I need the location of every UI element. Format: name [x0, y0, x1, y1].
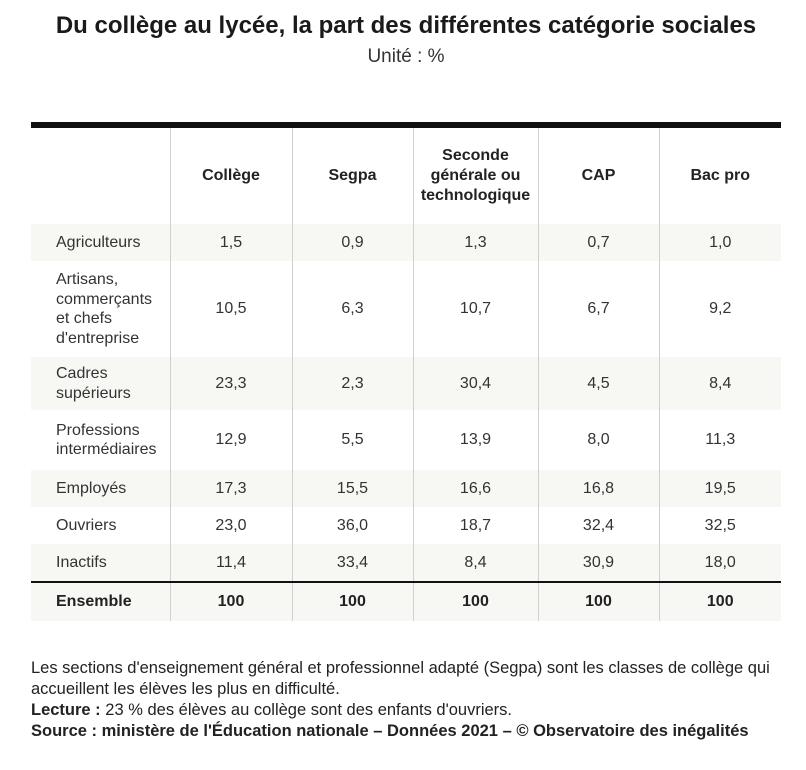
- table-cell: 18,7: [413, 507, 538, 544]
- row-label: Inactifs: [31, 544, 170, 582]
- lecture-text: 23 % des élèves au collège sont des enfants d'ouvriers.: [100, 701, 513, 719]
- table-row: [31, 261, 781, 357]
- total-cell: 100: [413, 582, 538, 621]
- row-label: Agriculteurs: [31, 224, 170, 261]
- table-row: [31, 224, 781, 261]
- table-row: [31, 507, 781, 544]
- table-cell: 19,5: [659, 470, 781, 507]
- table-cell: 32,5: [659, 507, 781, 544]
- table-cell: 33,4: [292, 544, 413, 582]
- description-note: Les sections d'enseignement général et professionnel adapté (Segpa) sont les classes de collège qui accueillent les élèves les plus en difficulté.: [31, 659, 770, 698]
- row-label: Artisans, commerçants et chefs d'entreprise: [56, 271, 153, 347]
- column-header-segpa: Segpa: [292, 125, 413, 224]
- table-cell: 10,7: [413, 261, 538, 357]
- table-cell: 13,9: [413, 410, 538, 470]
- table-cell: 18,0: [659, 544, 781, 582]
- table-cell: 1,3: [413, 224, 538, 261]
- total-row: [31, 582, 781, 621]
- table-row: [31, 470, 781, 507]
- table-header-row: [31, 125, 781, 224]
- table-row: [31, 544, 781, 582]
- table-cell: 8,0: [538, 410, 659, 470]
- notes: [31, 658, 781, 742]
- table-cell: 16,6: [413, 470, 538, 507]
- table-cell: 12,9: [170, 410, 292, 470]
- total-cell: 100: [538, 582, 659, 621]
- table-cell: 36,0: [292, 507, 413, 544]
- table-cell: 9,2: [659, 261, 781, 357]
- row-label: Professions intermédiaires: [56, 421, 157, 458]
- table-cell: 5,5: [292, 410, 413, 470]
- table-cell: 23,0: [170, 507, 292, 544]
- table-row: [31, 357, 781, 410]
- total-cell: 100: [170, 582, 292, 621]
- table-cell: 23,3: [170, 357, 292, 410]
- column-header-bac-pro: Bac pro: [659, 125, 781, 224]
- table-row: [31, 410, 781, 470]
- total-cell: 100: [659, 582, 781, 621]
- column-header-college: Collège: [170, 125, 292, 224]
- table-cell: 1,0: [659, 224, 781, 261]
- total-cell: 100: [292, 582, 413, 621]
- table-cell: 11,4: [170, 544, 292, 582]
- table-cell: 8,4: [659, 357, 781, 410]
- table-cell: 0,9: [292, 224, 413, 261]
- column-header-cap: CAP: [538, 125, 659, 224]
- table-cell: 6,3: [292, 261, 413, 357]
- table-cell: 2,3: [292, 357, 413, 410]
- column-header-seconde: Seconde générale ou technologique: [413, 125, 538, 224]
- page-title: Du collège au lycée, la part des différentes catégorie sociales: [55, 12, 757, 39]
- table-cell: 15,5: [292, 470, 413, 507]
- column-header-empty: [31, 125, 170, 224]
- row-label: Cadres supérieurs: [31, 357, 170, 410]
- row-label: Ouvriers: [56, 516, 117, 534]
- data-table: [31, 122, 781, 621]
- row-label: Employés: [31, 470, 170, 507]
- table-cell: 0,7: [538, 224, 659, 261]
- lecture-label: Lecture :: [31, 701, 101, 719]
- table-cell: 1,5: [170, 224, 292, 261]
- table-cell: 32,4: [538, 507, 659, 544]
- unit-label: Unité : %: [367, 46, 445, 67]
- total-row-label: Ensemble: [31, 582, 170, 621]
- table-cell: 6,7: [538, 261, 659, 357]
- table-cell: 17,3: [170, 470, 292, 507]
- table-cell: 10,5: [170, 261, 292, 357]
- header: [31, 0, 781, 70]
- table-cell: 30,9: [538, 544, 659, 582]
- table-cell: 30,4: [413, 357, 538, 410]
- table-cell: 16,8: [538, 470, 659, 507]
- table-cell: 8,4: [413, 544, 538, 582]
- table-cell: 11,3: [659, 410, 781, 470]
- source-note: Source : ministère de l'Éducation nationale – Données 2021 – © Observatoire des inégalités: [31, 722, 749, 740]
- table-cell: 4,5: [538, 357, 659, 410]
- lecture-note: [31, 700, 781, 721]
